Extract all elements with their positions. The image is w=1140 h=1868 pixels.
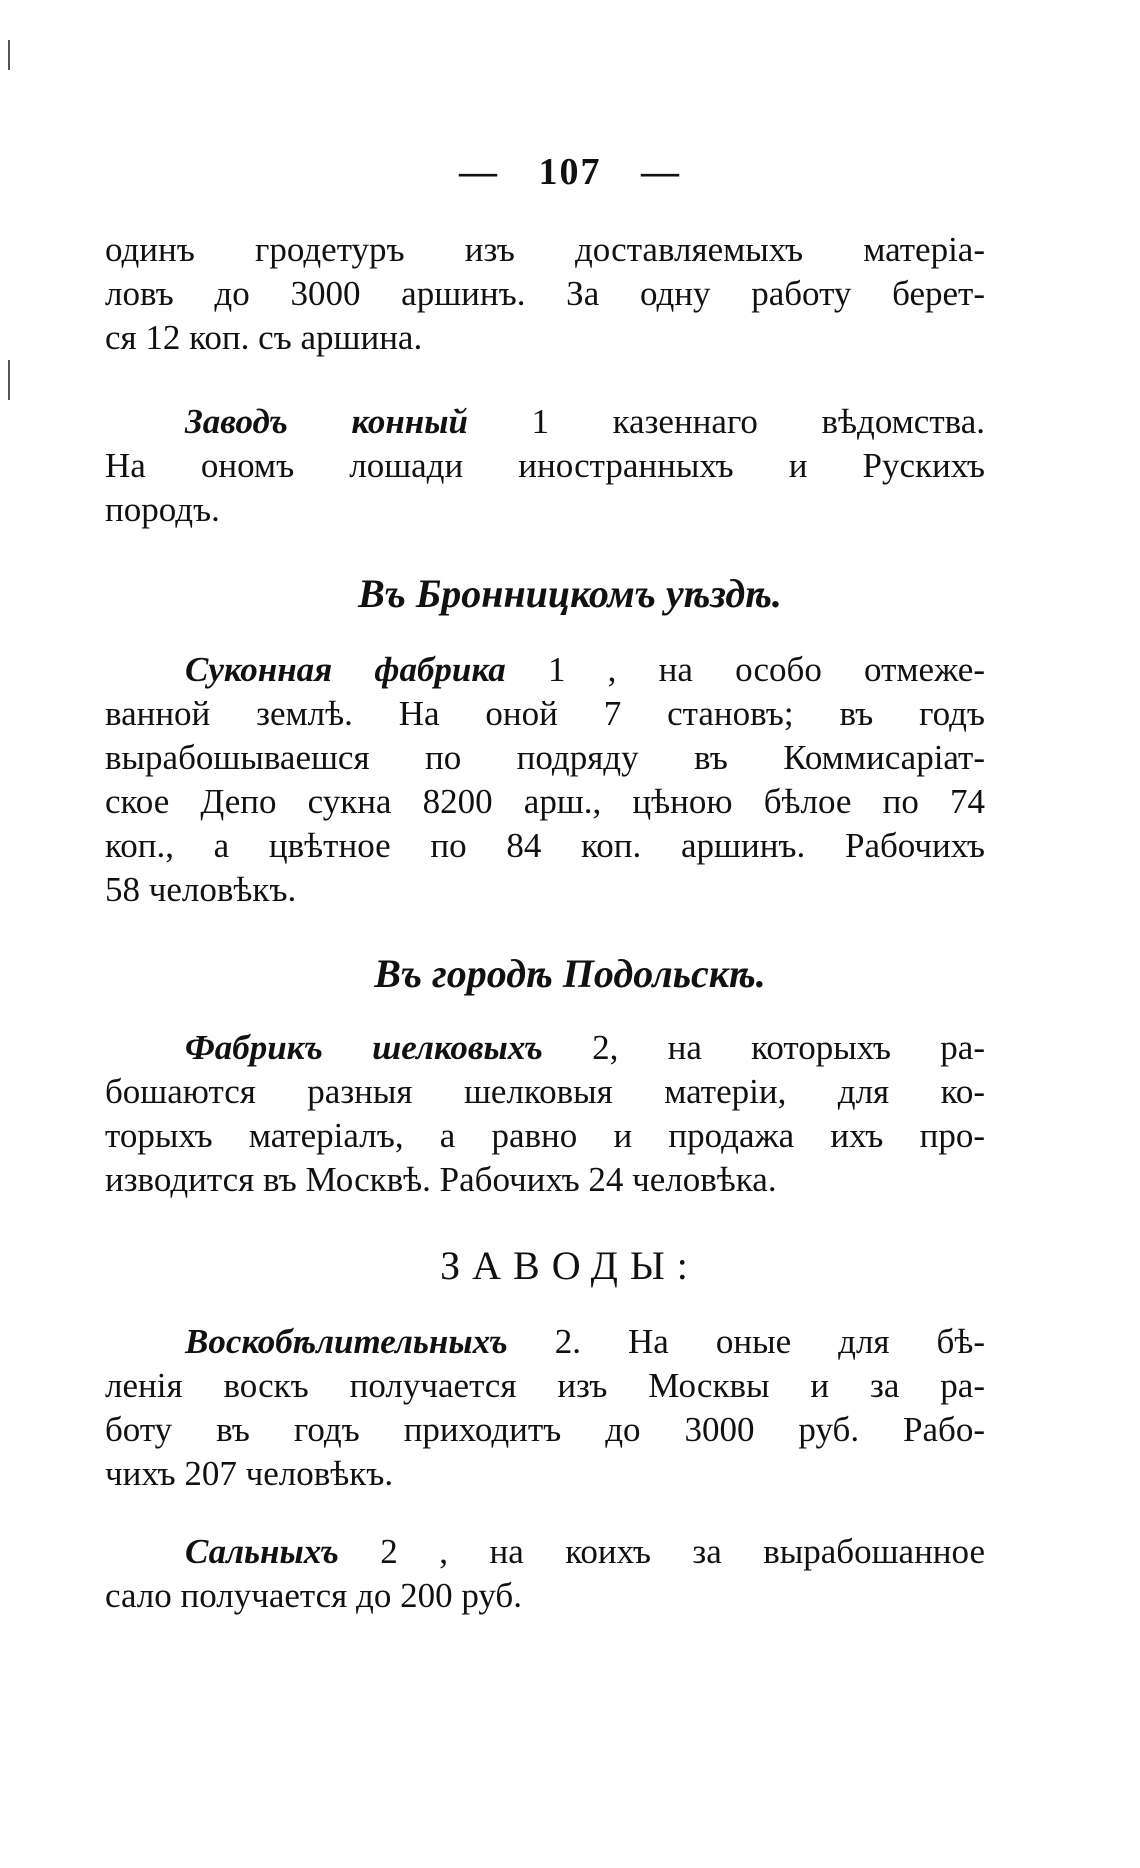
margin-artifact bbox=[8, 360, 10, 400]
text-run: 2, на которыхъ ра- bbox=[592, 1028, 985, 1067]
text-line: изводится въ Москвѣ. Рабочихъ 24 человѣка. bbox=[105, 1160, 777, 1199]
margin-artifact bbox=[8, 40, 10, 70]
text-line: 58 человѣкъ. bbox=[105, 870, 297, 909]
text-line: коп., а цвѣтное по 84 коп. аршинъ. Рабочихъ bbox=[105, 826, 985, 865]
text-line: чихъ 207 человѣкъ. bbox=[105, 1454, 394, 1493]
italic-term: Заводъ конный bbox=[185, 402, 468, 441]
header-dash-right: — bbox=[641, 151, 681, 193]
page-number: 107 bbox=[538, 151, 602, 193]
text-line: вырабошываешся по подряду въ Коммисаріат- bbox=[105, 738, 985, 777]
district-heading: Въ Бронницкомъ уѣздѣ. bbox=[358, 571, 782, 616]
text-line bbox=[185, 1320, 985, 1364]
text-line: ванной землѣ. На оной 7 становъ; въ годъ bbox=[105, 694, 985, 733]
text-line: бошаются разныя шелковыя матеріи, для ко- bbox=[105, 1072, 985, 1111]
text-line: сало получается до 200 руб. bbox=[105, 1576, 522, 1615]
text-run: 1 казеннаго вѣдомства. bbox=[531, 402, 985, 441]
italic-term: Сальныхъ bbox=[185, 1532, 339, 1571]
section-title: ЗАВОДЫ: bbox=[440, 1243, 700, 1288]
italic-term: Фабрикъ шелковыхъ bbox=[185, 1028, 543, 1067]
text-line: ское Депо сукна 8200 арш., цѣною бѣлое по 74 bbox=[105, 782, 985, 821]
text-line: одинъ гродетуръ изъ доставляемыхъ матеріа- bbox=[105, 230, 985, 269]
text-line bbox=[185, 1530, 985, 1574]
text-line bbox=[185, 400, 985, 444]
page-header bbox=[0, 150, 1140, 194]
text-run: 1 , на особо отмеже- bbox=[547, 650, 985, 689]
text-line: На ономъ лошади иностранныхъ и Рускихъ bbox=[105, 446, 985, 485]
text-line: торыхъ матеріалъ, а равно и продажа ихъ про- bbox=[105, 1116, 985, 1155]
text-line: ся 12 коп. съ аршина. bbox=[105, 318, 423, 357]
header-dash-left: — bbox=[459, 151, 499, 193]
text-run: 2 , на коихъ за вырабошанное bbox=[380, 1532, 986, 1571]
italic-term: Суконная фабрика bbox=[185, 650, 506, 689]
text-line: ловъ до 3000 аршинъ. За одну работу берет- bbox=[105, 274, 985, 313]
text-line bbox=[185, 1026, 985, 1070]
text-line: породъ. bbox=[105, 490, 220, 529]
town-heading: Въ городѣ Подольскѣ. bbox=[374, 951, 766, 996]
italic-term: Воскобѣлительныхъ bbox=[185, 1322, 508, 1361]
text-line: боту въ годъ приходитъ до 3000 руб. Рабо- bbox=[105, 1410, 985, 1449]
text-line bbox=[185, 648, 985, 692]
text-run: 2. На оные для бѣ- bbox=[554, 1322, 986, 1361]
text-line: ленія воскъ получается изъ Москвы и за ра- bbox=[105, 1366, 985, 1405]
